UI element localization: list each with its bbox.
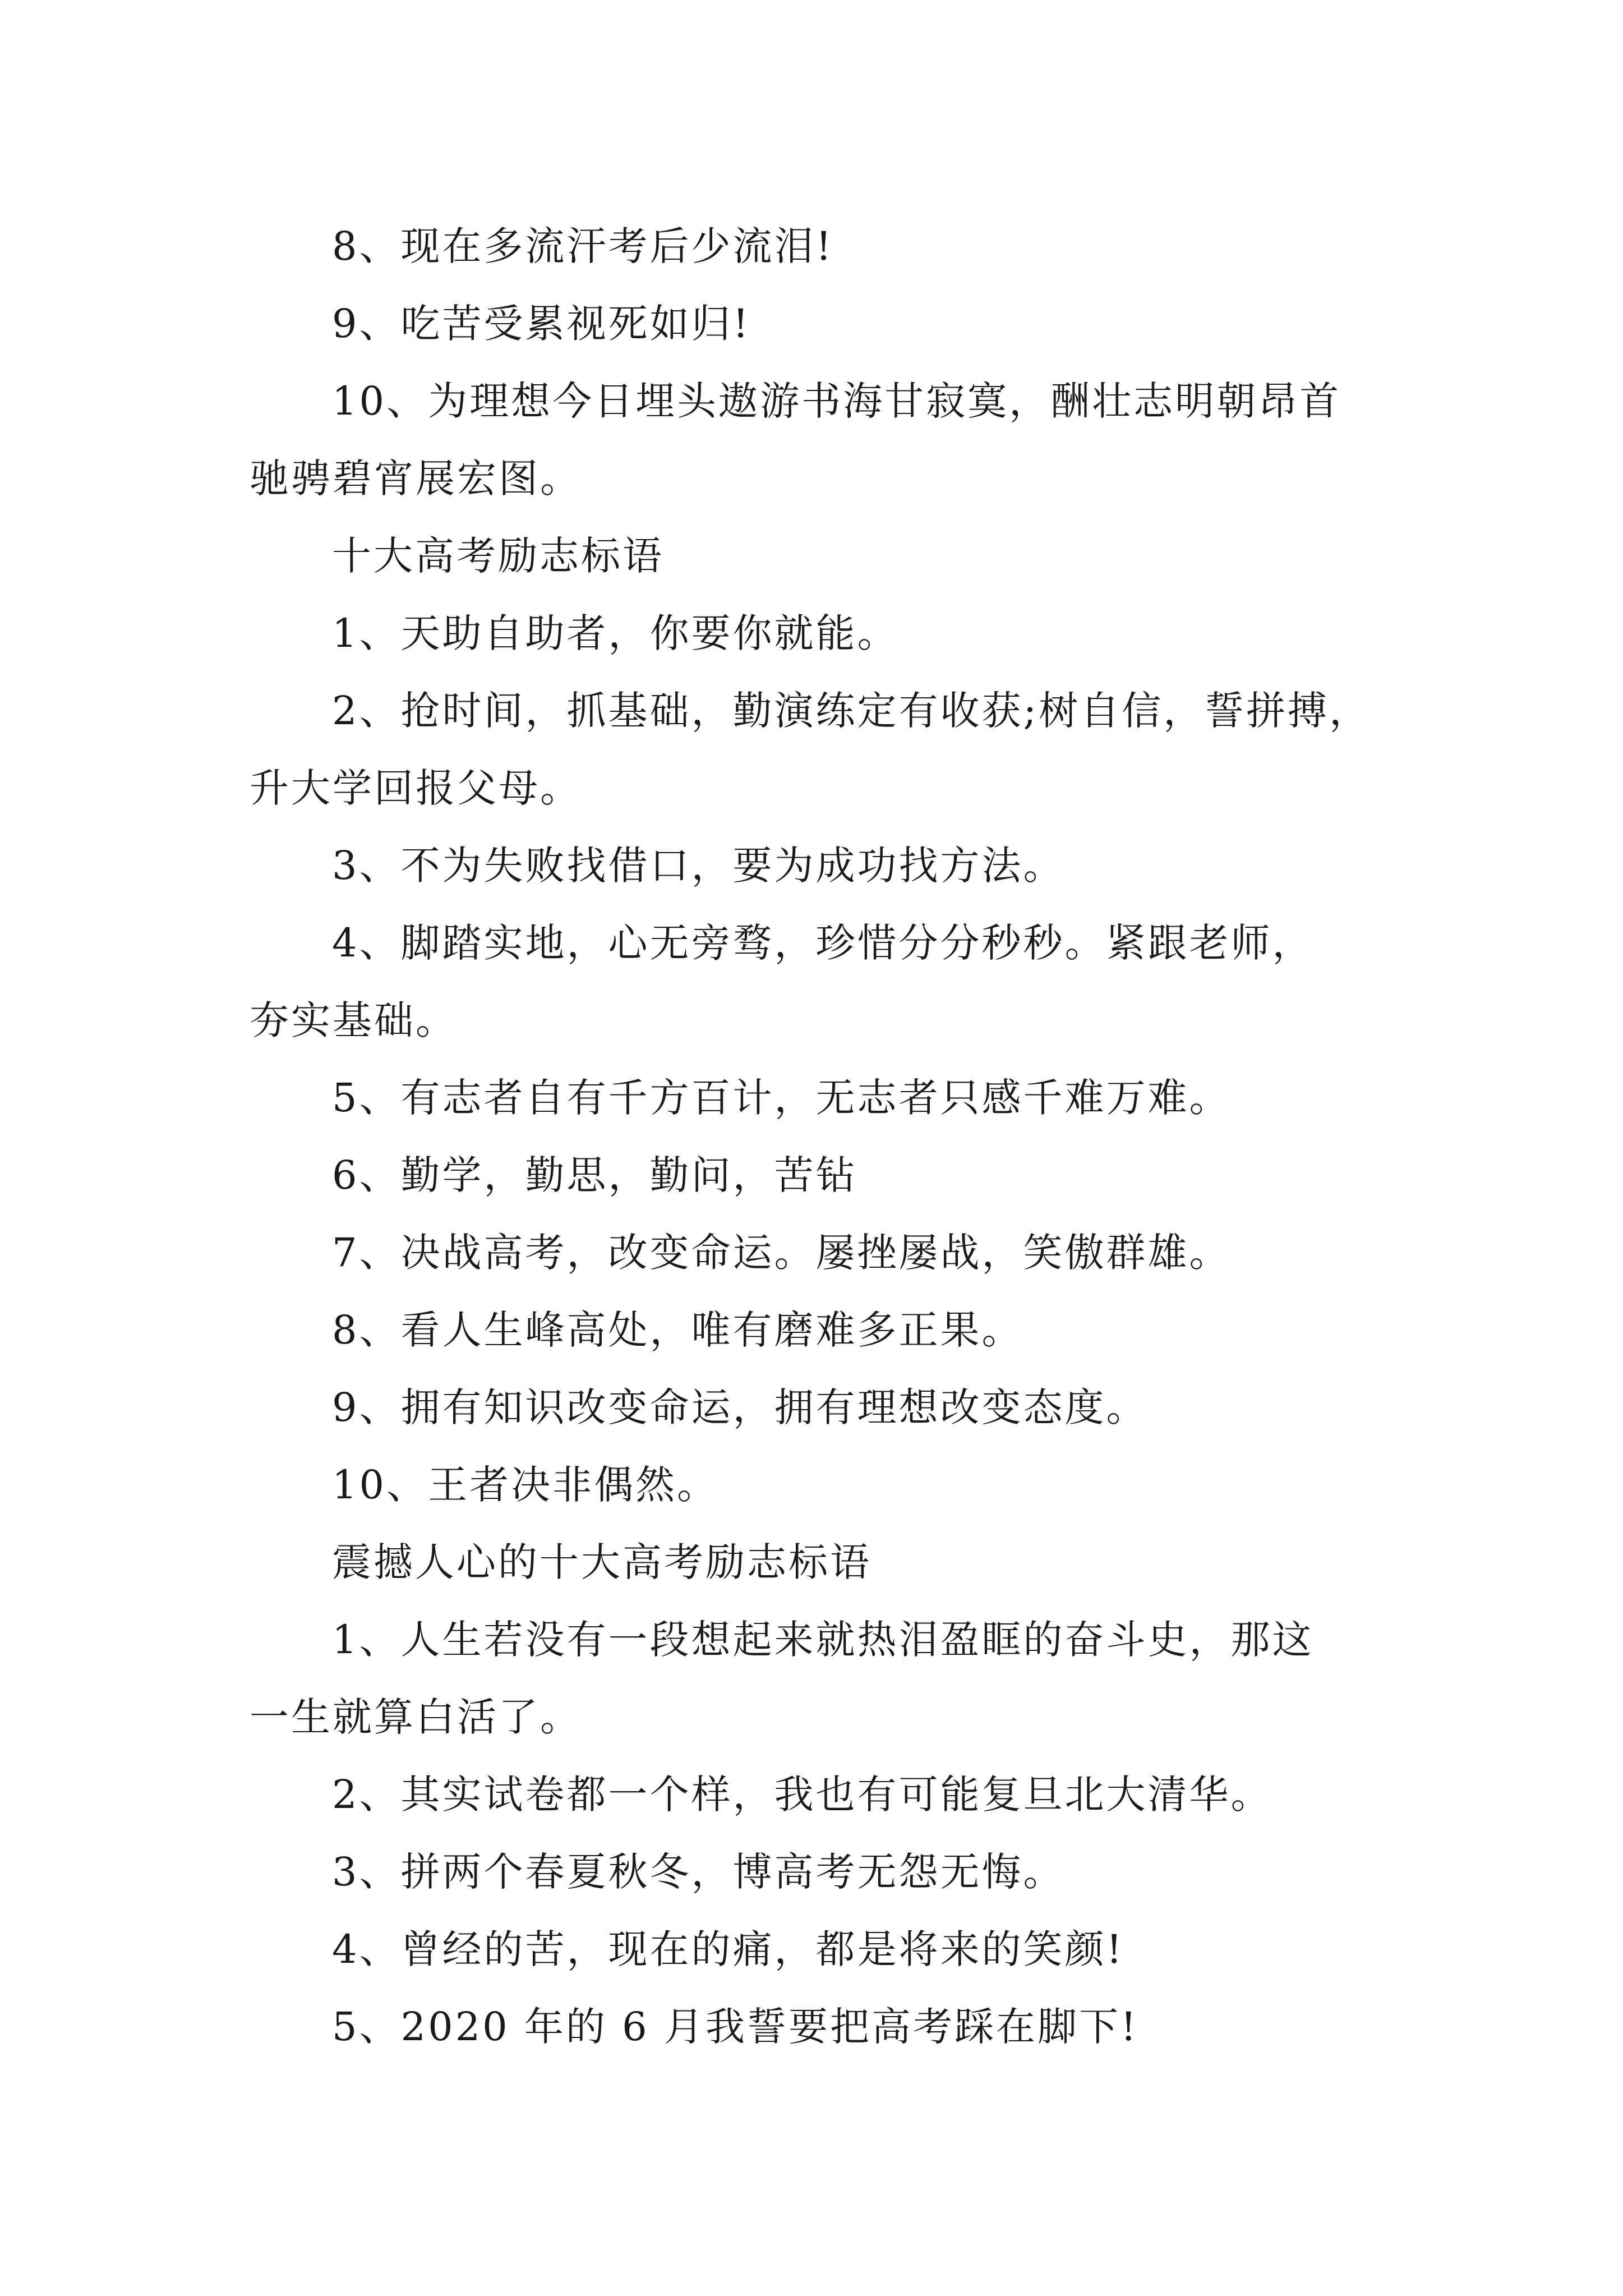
- slogan-line: 2、抢时间，抓基础，勤演练定有收获;树自信，誓拼搏，: [332, 688, 1371, 734]
- slogan-line-continuation: 夯实基础。: [250, 997, 457, 1043]
- slogan-line: 7、决战高考，改变命运。屡挫屡战，笑傲群雄。: [332, 1230, 1231, 1276]
- slogan-line: 10、王者决非偶然。: [332, 1462, 719, 1508]
- slogan-line: 9、拥有知识改变命运，拥有理想改变态度。: [332, 1384, 1148, 1430]
- slogan-line: 6、勤学，勤思，勤问，苦钻: [332, 1152, 857, 1198]
- slogan-line: 1、天助自助者，你要你就能。: [332, 610, 899, 656]
- section-heading: 震撼人心的十大高考励志标语: [332, 1539, 872, 1585]
- section-heading: 十大高考励志标语: [332, 533, 664, 579]
- slogan-line: 8、现在多流汗考后少流泪!: [332, 223, 834, 269]
- slogan-line: 8、看人生峰高处，唯有磨难多正果。: [332, 1307, 1023, 1353]
- slogan-line: 4、曾经的苦，现在的痛，都是将来的笑颜!: [332, 1926, 1124, 1972]
- slogan-line: 2、其实试卷都一个样，我也有可能复旦北大清华。: [332, 1772, 1272, 1818]
- slogan-line: 3、拼两个春夏秋冬，博高考无怨无悔。: [332, 1849, 1065, 1895]
- slogan-line: 5、有志者自有千方百计，无志者只感千难万难。: [332, 1075, 1231, 1121]
- slogan-line-continuation: 升大学回报父母。: [250, 765, 582, 811]
- slogan-line: 5、2020 年的 6 月我誓要把高考踩在脚下!: [332, 2004, 1139, 2050]
- slogan-line: 3、不为失败找借口，要为成功找方法。: [332, 843, 1065, 889]
- slogan-line: 4、脚踏实地，心无旁骛，珍惜分分秒秒。紧跟老师，: [332, 920, 1314, 966]
- document-body: [250, 208, 1388, 2065]
- slogan-line-continuation: 一生就算白活了。: [250, 1694, 582, 1740]
- slogan-line: 10、为理想今日埋头遨游书海甘寂寞，酬壮志明朝昂首: [332, 378, 1341, 424]
- slogan-line: 1、人生若没有一段想起来就热泪盈眶的奋斗史，那这: [332, 1617, 1314, 1663]
- slogan-line-continuation: 驰骋碧宵展宏图。: [250, 455, 582, 501]
- slogan-line: 9、吃苦受累视死如归!: [332, 301, 751, 347]
